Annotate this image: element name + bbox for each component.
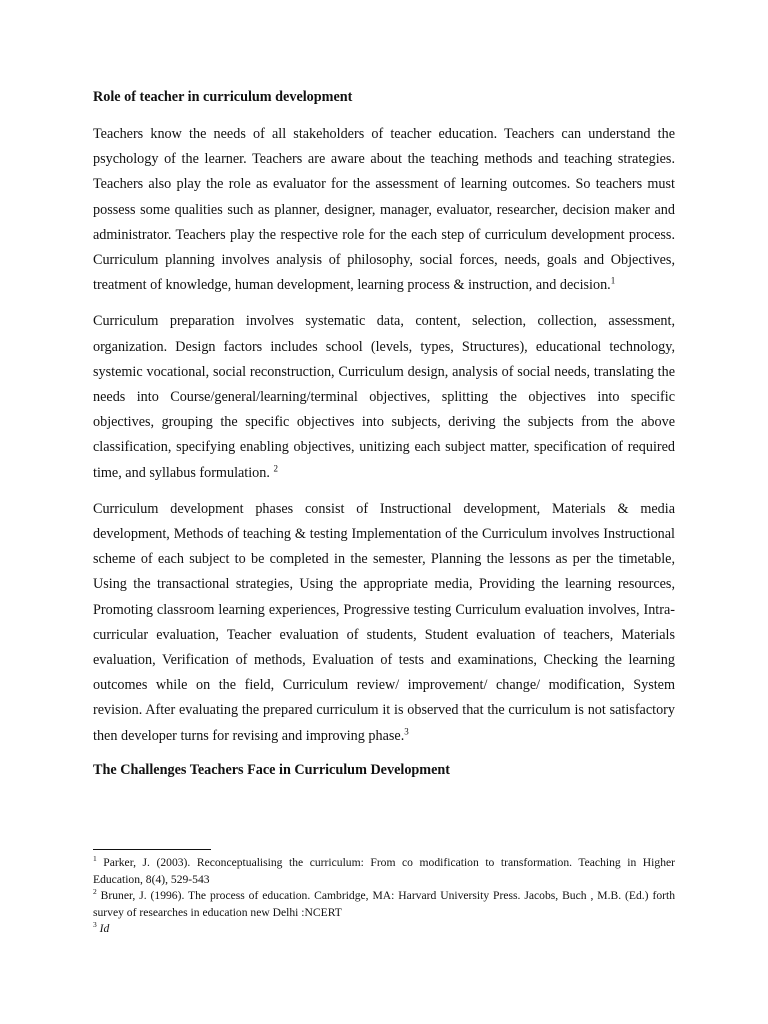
document-body xyxy=(93,87,675,780)
paragraph-text: Teachers know the needs of all stakeholders of teacher education. Teachers can understand the psychology of the learner. Teachers are aware about the teaching methods and teaching strategies. Teachers also play the role as evaluator for the assessment of learning outcomes. So teachers must possess some qualities such as planner, designer, manager, evaluator, researcher, decision maker and administrator. Teachers play the respective role for the each step of curriculum development process. Curriculum planning involves analysis of philosophy, social forces, needs, goals and Objectives, treatment of knowledge, human development, learning process & instruction, and decision. xyxy=(93,126,675,294)
footnote-separator xyxy=(93,849,211,850)
footnote-mark: 3 xyxy=(93,920,97,930)
footnote-3 xyxy=(93,921,675,938)
footnote-mark: 1 xyxy=(93,854,97,864)
footnote-2 xyxy=(93,888,675,921)
footnote-reference[interactable]: 1 xyxy=(610,275,616,286)
subsection-heading: The Challenges Teachers Face in Curriculum Development xyxy=(93,761,451,778)
footnote-text: Id xyxy=(96,922,110,936)
footnotes xyxy=(93,849,675,938)
footnote-mark: 2 xyxy=(93,887,97,897)
footnote-reference[interactable]: 3 xyxy=(404,725,409,736)
paragraph-3 xyxy=(93,497,675,749)
footnote-1 xyxy=(93,855,675,888)
paragraph-1 xyxy=(93,122,675,298)
paragraph-2 xyxy=(93,309,675,485)
footnote-text: Bruner, J. (1996). The process of education. Cambridge, MA: Harvard University Press. Jacobs, Buch , M.B. (Ed.) forth survey of researches in education new Delhi :NCERT xyxy=(93,889,675,919)
section-heading: Role of teacher in curriculum development xyxy=(93,89,353,105)
paragraph-text: Curriculum development phases consist of Instructional development, Materials & media development, Methods of teaching & testing Implementation of the Curriculum involves Instructional scheme of each subject to be completed in the semester, Planning the lessons as per the timetable, Using the transactional strategies, Using the appropriate media, Providing the learning resources, Promoting classroom learning experiences, Progressive testing Curriculum evaluation involves, Intra-curricular evaluation, Teacher evaluation of students, Student evaluation of teachers, Materials evaluation, Verification of methods, Evaluation of tests and examinations, Checking the learning outcomes while on the field, Curriculum review/ improvement/ change/ modification, System revision. After evaluating the prepared curriculum it is observed that the curriculum is not satisfactory then developer turns for revising and improving phase. xyxy=(93,500,675,744)
paragraph-text: Curriculum preparation involves systematic data, content, selection, collection, assessment, organization. Design factors includes school (levels, types, Structures), educational technology, systemic vocational, social reconstruction, Curriculum design, analysis of social needs, translating the needs into Course/general/learning/terminal objectives, splitting the objectives into specific objectives, grouping the specific objectives into subjects, deriving the subjects from the above classification, specifying enabling objectives, unitizing each subject matter, specification of required time, and syllabus formulation. xyxy=(93,313,675,481)
footnote-reference[interactable]: 2 xyxy=(273,462,278,473)
footnote-text: Parker, J. (2003). Reconceptualising the curriculum: From co modification to transformation. Teaching in Higher Education, 8(4), 529-543 xyxy=(93,856,675,886)
